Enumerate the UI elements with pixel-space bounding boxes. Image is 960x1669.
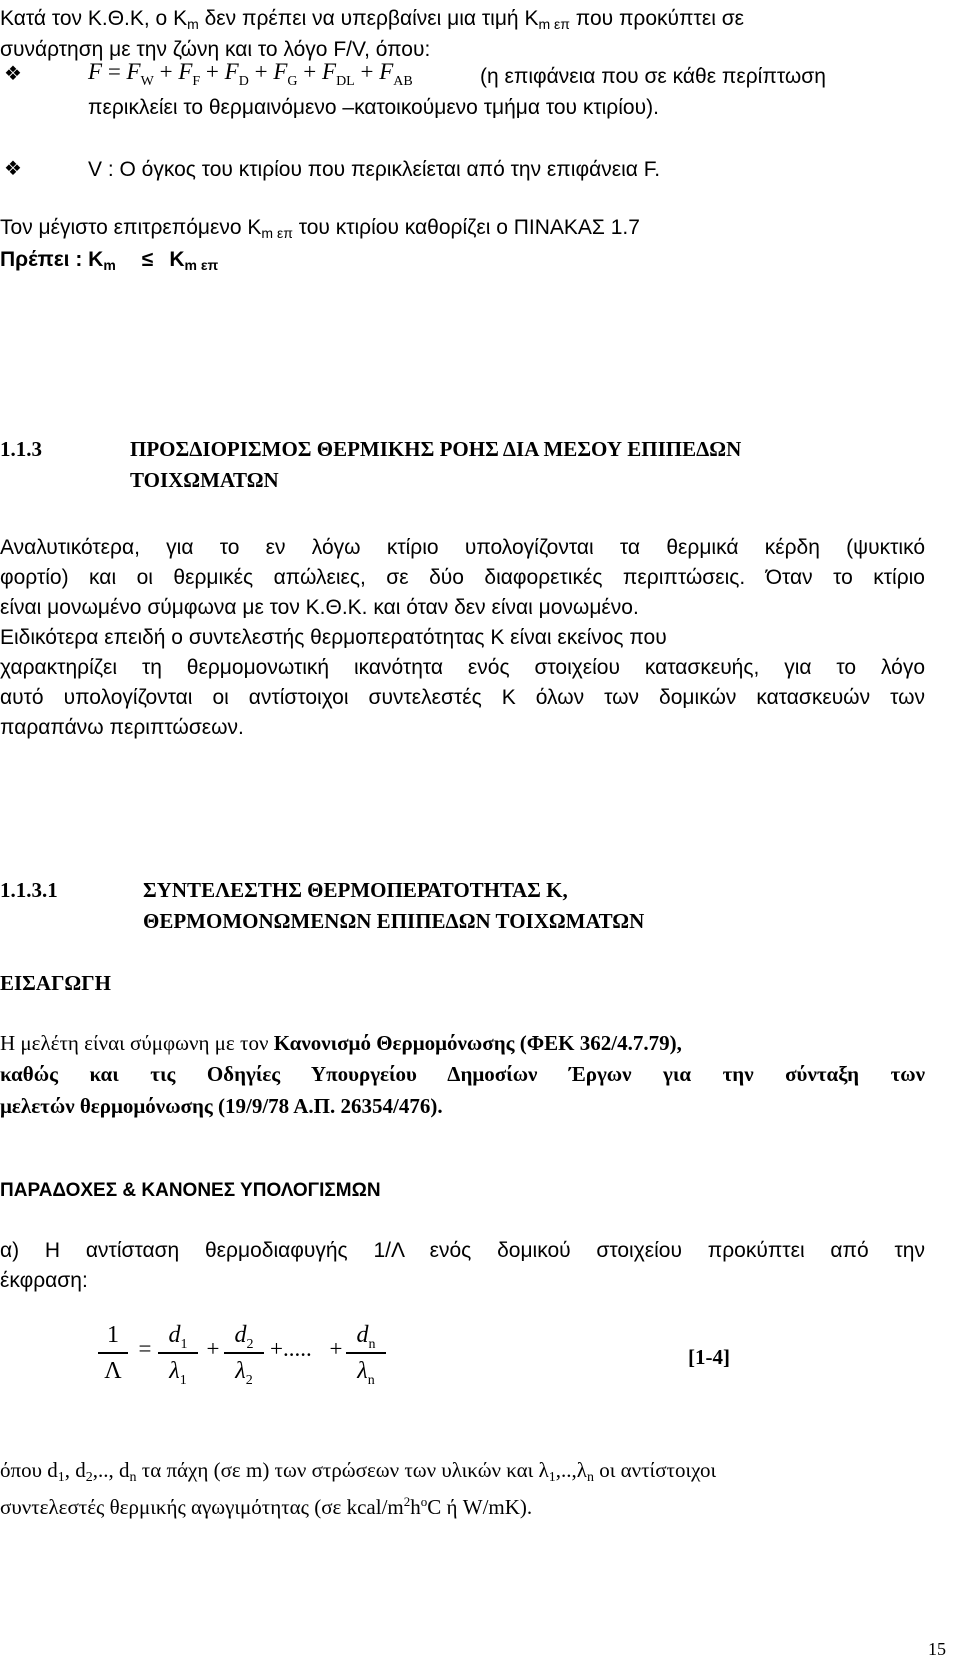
paragraph-line: Η μελέτη είναι σύμφωνη με τον Κανονισμό Θερμομόνωσης (ΦΕΚ 362/4.7.79), [0,1031,682,1055]
diamond-bullet-icon: ❖ [4,158,22,180]
paragraph-line: είναι μονωμένο σύμφωνα με τον Κ.Θ.Κ. και όταν δεν είναι μονωμένο. [0,596,639,619]
paragraph-line: χαρακτηρίζει τη θερμομονωτική ικανότητα ενός στοιχείου κατασκευής, για το λόγο [0,656,925,679]
plus-sign: + [205,1336,221,1361]
text-line: V : Ο όγκος του κτιρίου που περικλείεται από την επιφάνεια F. [88,158,661,181]
paragraph-line: αυτό υπολογίζονται οι αντίστοιχοι συντελεστές Κ όλων των δομικών κατασκευών των [0,686,925,709]
page-number: 15 [928,1639,946,1659]
section-title-line2: ΤΟΙΧΩΜΑΤΩΝ [130,468,279,492]
plus-sign: + [328,1336,344,1361]
assumptions-heading: ΠΑΡΑΔΟΧΕΣ & ΚΑΝΟΝΕΣ ΥΠΟΛΟΓΙΣΜΩΝ [0,1180,381,1201]
section-number: 1.1.3 [0,437,42,461]
text-line: συνάρτηση με την ζώνη και το λόγο F/V, όπου: [0,38,431,61]
paragraph-line: φορτίο) και οι θερμικές απώλειες, σε δύο διαφορετικές περιπτώσεις. Όταν το κτίριο [0,566,925,589]
text-line: (η επιφάνεια που σε κάθε περίπτωση [480,65,826,88]
section-number: 1.1.3.1 [0,878,58,902]
fraction-term: $d_1$ $\lambda_1$ [158,1320,198,1386]
section-title: ΣΥΝΤΕΛΕΣΤΗΣ ΘΕΡΜΟΠΕΡΑΤΟΤΗΤΑΣ Κ, [143,878,568,902]
text-line: Τον μέγιστο επιτρεπόμενο $K_{m \varepsilon\pi}$ του κτιρίου καθορίζει ο ΠΙΝΑΚΑΣ 1.7 [0,216,640,241]
ellipsis-plus: +..... [270,1336,312,1361]
intro-heading: ΕΙΣΑΓΩΓΗ [0,971,111,995]
section-title: ΠΡΟΣΔΙΟΡΙΣΜΟΣ ΘΕΡΜΙΚΗΣ ΡΟΗΣ ΔΙΑ ΜΕΣΟΥ ΕΠΙΠΕΔΩΝ [130,437,742,461]
fraction-lhs: 1 Λ [98,1320,128,1386]
paragraph-line: Αναλυτικότερα, για το εν λόγω κτίριο υπολογίζονται τα θερμικά κέρδη (ψυκτικό [0,536,925,559]
text-line: Κατά τον Κ.Θ.Κ, ο $K_m$ δεν πρέπει να υπερβαίνει μια τιμή $K_{m \varepsilon\pi}$ που προκύπτει σε [0,7,745,32]
paragraph-line: έκφραση: [0,1269,88,1292]
equation-number: [1-4] [688,1345,730,1369]
fraction-term: $d_n$ $\lambda_n$ [346,1320,386,1386]
equals-sign: = [137,1336,153,1361]
fraction-term: $d_2$ $\lambda_2$ [224,1320,264,1386]
section-title-line2: ΘΕΡΜΟΜΟΝΩΜΕΝΩΝ ΕΠΙΠΕΔΩΝ ΤΟΙΧΩΜΑΤΩΝ [143,909,645,933]
paragraph-line: όπου $d_1$, $d_2$,.., $d_n$ τα πάχη (σε m) των στρώσεων των υλικών και $\lambda_1,..,\lambda_n$ οι αντίστοιχοι [0,1458,717,1485]
paragraph-line: Ειδικότερα επειδή ο συντελεστής θερμοπερατότητας Κ είναι εκείνος που [0,626,667,649]
diamond-bullet-icon: ❖ [4,63,22,85]
paragraph-line: α) Η αντίσταση θερμοδιαφυγής 1/Λ ενός δομικού στοιχείου προκύπτει από την [0,1239,925,1262]
paragraph-line: καθώς και τις Οδηγίες Υπουργείου Δημοσίων Έργων για την σύνταξη των [0,1062,925,1086]
paragraph-line: συντελεστές θερμικής αγωγιμότητας (σε kcal/$m^2h^oC$ ή W/mK). [0,1494,533,1519]
paragraph-line: παραπάνω περιπτώσεων. [0,716,244,739]
area-sum-formula: $F = F_W + F_F + F_D + F_G + F_{DL} + F_{AB}$ [88,59,413,89]
text-line: περικλείει το θερμαινόμενο –κατοικούμενο τμήμα του κτιρίου). [88,96,659,119]
paragraph-line: μελετών θερμομόνωσης (19/9/78 Α.Π. 26354/476). [0,1094,443,1118]
condition-line: Πρέπει : $K_m \le K_{m \varepsilon\pi}$ [0,248,219,273]
